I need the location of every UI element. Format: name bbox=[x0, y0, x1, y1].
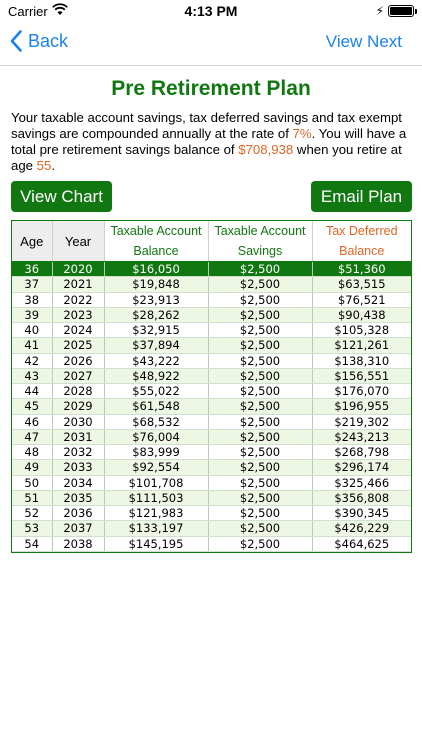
cell-tax-deferred-balance: $176,070 bbox=[312, 384, 411, 399]
cell-taxable-balance: $48,922 bbox=[104, 368, 208, 383]
cell-taxable-savings: $2,500 bbox=[208, 353, 312, 368]
cell-year: 2020 bbox=[52, 262, 104, 277]
cell-tax-deferred-balance: $121,261 bbox=[312, 338, 411, 353]
cell-taxable-balance: $76,004 bbox=[104, 429, 208, 444]
table-row[interactable] bbox=[12, 475, 411, 490]
cell-age: 36 bbox=[12, 262, 52, 277]
cell-tax-deferred-balance: $90,438 bbox=[312, 307, 411, 322]
cell-tax-deferred-balance: $243,213 bbox=[312, 429, 411, 444]
cell-taxable-balance: $43,222 bbox=[104, 353, 208, 368]
table-row[interactable] bbox=[12, 521, 411, 536]
header-tax-deferred-balance bbox=[312, 221, 411, 262]
header-taxable-savings-line2: Savings bbox=[237, 244, 283, 258]
table-row[interactable] bbox=[12, 338, 411, 353]
cell-year: 2026 bbox=[52, 353, 104, 368]
cell-taxable-savings: $2,500 bbox=[208, 506, 312, 521]
cell-year: 2035 bbox=[52, 490, 104, 505]
table-row[interactable] bbox=[12, 490, 411, 505]
cell-taxable-balance: $37,894 bbox=[104, 338, 208, 353]
back-label: Back bbox=[28, 30, 69, 51]
email-plan-button[interactable]: Email Plan bbox=[311, 181, 412, 212]
cell-age: 47 bbox=[12, 429, 52, 444]
cell-age: 51 bbox=[12, 490, 52, 505]
cell-age: 41 bbox=[12, 338, 52, 353]
cell-tax-deferred-balance: $63,515 bbox=[312, 277, 411, 292]
cell-age: 42 bbox=[12, 353, 52, 368]
header-taxable-balance-line2: Balance bbox=[133, 244, 179, 258]
header-year: Year bbox=[52, 221, 104, 262]
view-next-button[interactable]: View Next bbox=[325, 32, 402, 51]
cell-tax-deferred-balance: $196,955 bbox=[312, 399, 411, 414]
cell-taxable-savings: $2,500 bbox=[208, 323, 312, 338]
cell-taxable-balance: $28,262 bbox=[104, 307, 208, 322]
cell-taxable-balance: $19,848 bbox=[104, 277, 208, 292]
cell-taxable-balance: $121,983 bbox=[104, 506, 208, 521]
table-row[interactable] bbox=[12, 460, 411, 475]
cell-age: 37 bbox=[12, 277, 52, 292]
cell-year: 2023 bbox=[52, 307, 104, 322]
table-row[interactable] bbox=[12, 445, 411, 460]
cell-year: 2038 bbox=[52, 536, 104, 551]
cell-taxable-savings: $2,500 bbox=[208, 262, 312, 277]
cell-taxable-savings: $2,500 bbox=[208, 414, 312, 429]
cell-year: 2021 bbox=[52, 277, 104, 292]
cell-age: 44 bbox=[12, 384, 52, 399]
cell-year: 2037 bbox=[52, 521, 104, 536]
cell-taxable-balance: $16,050 bbox=[104, 262, 208, 277]
table-row[interactable] bbox=[12, 277, 411, 292]
cell-tax-deferred-balance: $296,174 bbox=[312, 460, 411, 475]
cell-tax-deferred-balance: $268,798 bbox=[312, 445, 411, 460]
cell-age: 38 bbox=[12, 292, 52, 307]
cell-age: 54 bbox=[12, 536, 52, 551]
table-body bbox=[12, 262, 411, 552]
cell-age: 45 bbox=[12, 399, 52, 414]
cell-taxable-savings: $2,500 bbox=[208, 292, 312, 307]
cell-tax-deferred-balance: $390,345 bbox=[312, 506, 411, 521]
cell-tax-deferred-balance: $426,229 bbox=[312, 521, 411, 536]
cell-tax-deferred-balance: $138,310 bbox=[312, 353, 411, 368]
summary-text bbox=[11, 110, 413, 174]
back-button[interactable] bbox=[10, 30, 68, 52]
cell-taxable-savings: $2,500 bbox=[208, 445, 312, 460]
charging-icon: ⚡ bbox=[375, 4, 384, 18]
cell-year: 2031 bbox=[52, 429, 104, 444]
cell-tax-deferred-balance: $105,328 bbox=[312, 323, 411, 338]
cell-year: 2033 bbox=[52, 460, 104, 475]
cell-taxable-savings: $2,500 bbox=[208, 399, 312, 414]
cell-age: 53 bbox=[12, 521, 52, 536]
cell-year: 2028 bbox=[52, 384, 104, 399]
cell-tax-deferred-balance: $51,360 bbox=[312, 262, 411, 277]
cell-tax-deferred-balance: $219,302 bbox=[312, 414, 411, 429]
cell-taxable-balance: $101,708 bbox=[104, 475, 208, 490]
cell-age: 43 bbox=[12, 368, 52, 383]
summary-part2: . You will have a total pre retirement savings balance of bbox=[11, 126, 407, 157]
cell-taxable-balance: $111,503 bbox=[104, 490, 208, 505]
summary-part1: Your taxable account savings, tax deferred savings and tax exempt savings are compounded annually at the rate of bbox=[11, 110, 402, 141]
summary-part4: . bbox=[51, 158, 56, 173]
header-tax-deferred-line2: Balance bbox=[339, 244, 385, 258]
total-balance: $708,938 bbox=[238, 142, 294, 157]
cell-taxable-savings: $2,500 bbox=[208, 277, 312, 292]
cell-year: 2036 bbox=[52, 506, 104, 521]
cell-taxable-balance: $92,554 bbox=[104, 460, 208, 475]
cell-taxable-balance: $55,022 bbox=[104, 384, 208, 399]
header-taxable-savings bbox=[208, 221, 312, 262]
table-row[interactable] bbox=[12, 292, 411, 307]
retire-age: 55 bbox=[36, 158, 52, 173]
table-row[interactable] bbox=[12, 353, 411, 368]
cell-taxable-balance: $68,532 bbox=[104, 414, 208, 429]
cell-age: 40 bbox=[12, 323, 52, 338]
cell-taxable-savings: $2,500 bbox=[208, 338, 312, 353]
page-title: Pre Retirement Plan bbox=[111, 77, 311, 100]
cell-taxable-savings: $2,500 bbox=[208, 536, 312, 551]
table-row[interactable] bbox=[12, 429, 411, 444]
status-bar bbox=[0, 0, 422, 22]
cell-taxable-balance: $83,999 bbox=[104, 445, 208, 460]
carrier-label: Carrier bbox=[8, 4, 48, 19]
table-row[interactable] bbox=[12, 384, 411, 399]
cell-tax-deferred-balance: $356,808 bbox=[312, 490, 411, 505]
cell-tax-deferred-balance: $76,521 bbox=[312, 292, 411, 307]
cell-taxable-balance: $133,197 bbox=[104, 521, 208, 536]
cell-taxable-balance: $61,548 bbox=[104, 399, 208, 414]
cell-taxable-savings: $2,500 bbox=[208, 429, 312, 444]
header-taxable-balance-line1: Taxable Account bbox=[110, 224, 202, 238]
header-tax-deferred-line1: Tax Deferred bbox=[325, 224, 398, 238]
cell-age: 39 bbox=[12, 307, 52, 322]
chevron-left-icon bbox=[10, 30, 22, 52]
cell-year: 2032 bbox=[52, 445, 104, 460]
cell-year: 2025 bbox=[52, 338, 104, 353]
cell-taxable-savings: $2,500 bbox=[208, 490, 312, 505]
cell-year: 2022 bbox=[52, 292, 104, 307]
header-taxable-savings-line1: Taxable Account bbox=[214, 224, 306, 238]
savings-table bbox=[11, 220, 412, 553]
cell-taxable-savings: $2,500 bbox=[208, 307, 312, 322]
table-row[interactable] bbox=[12, 307, 411, 322]
cell-taxable-balance: $23,913 bbox=[104, 292, 208, 307]
header-age: Age bbox=[12, 221, 52, 262]
cell-taxable-savings: $2,500 bbox=[208, 475, 312, 490]
table-row[interactable] bbox=[12, 323, 411, 338]
cell-taxable-savings: $2,500 bbox=[208, 368, 312, 383]
cell-age: 46 bbox=[12, 414, 52, 429]
table-row[interactable] bbox=[12, 506, 411, 521]
cell-year: 2030 bbox=[52, 414, 104, 429]
header-taxable-balance bbox=[104, 221, 208, 262]
cell-age: 48 bbox=[12, 445, 52, 460]
cell-tax-deferred-balance: $464,625 bbox=[312, 536, 411, 551]
cell-tax-deferred-balance: $325,466 bbox=[312, 475, 411, 490]
cell-age: 49 bbox=[12, 460, 52, 475]
cell-taxable-balance: $32,915 bbox=[104, 323, 208, 338]
table-row[interactable] bbox=[12, 414, 411, 429]
battery-icon bbox=[388, 5, 414, 17]
cell-year: 2024 bbox=[52, 323, 104, 338]
cell-taxable-savings: $2,500 bbox=[208, 384, 312, 399]
cell-year: 2027 bbox=[52, 368, 104, 383]
cell-taxable-savings: $2,500 bbox=[208, 460, 312, 475]
summary-part3: when you retire at age bbox=[11, 142, 402, 173]
cell-year: 2034 bbox=[52, 475, 104, 490]
table-row[interactable] bbox=[12, 399, 411, 414]
cell-year: 2029 bbox=[52, 399, 104, 414]
table-row[interactable] bbox=[12, 368, 411, 383]
cell-tax-deferred-balance: $156,551 bbox=[312, 368, 411, 383]
navigation-bar bbox=[0, 22, 422, 66]
cell-taxable-balance: $145,195 bbox=[104, 536, 208, 551]
clock: 4:13 PM bbox=[184, 3, 238, 19]
table-row[interactable] bbox=[12, 262, 411, 277]
compound-rate: 7% bbox=[292, 126, 312, 141]
cell-age: 52 bbox=[12, 506, 52, 521]
table-row[interactable] bbox=[12, 536, 411, 551]
cell-taxable-savings: $2,500 bbox=[208, 521, 312, 536]
view-chart-button[interactable]: View Chart bbox=[11, 181, 112, 212]
cell-age: 50 bbox=[12, 475, 52, 490]
